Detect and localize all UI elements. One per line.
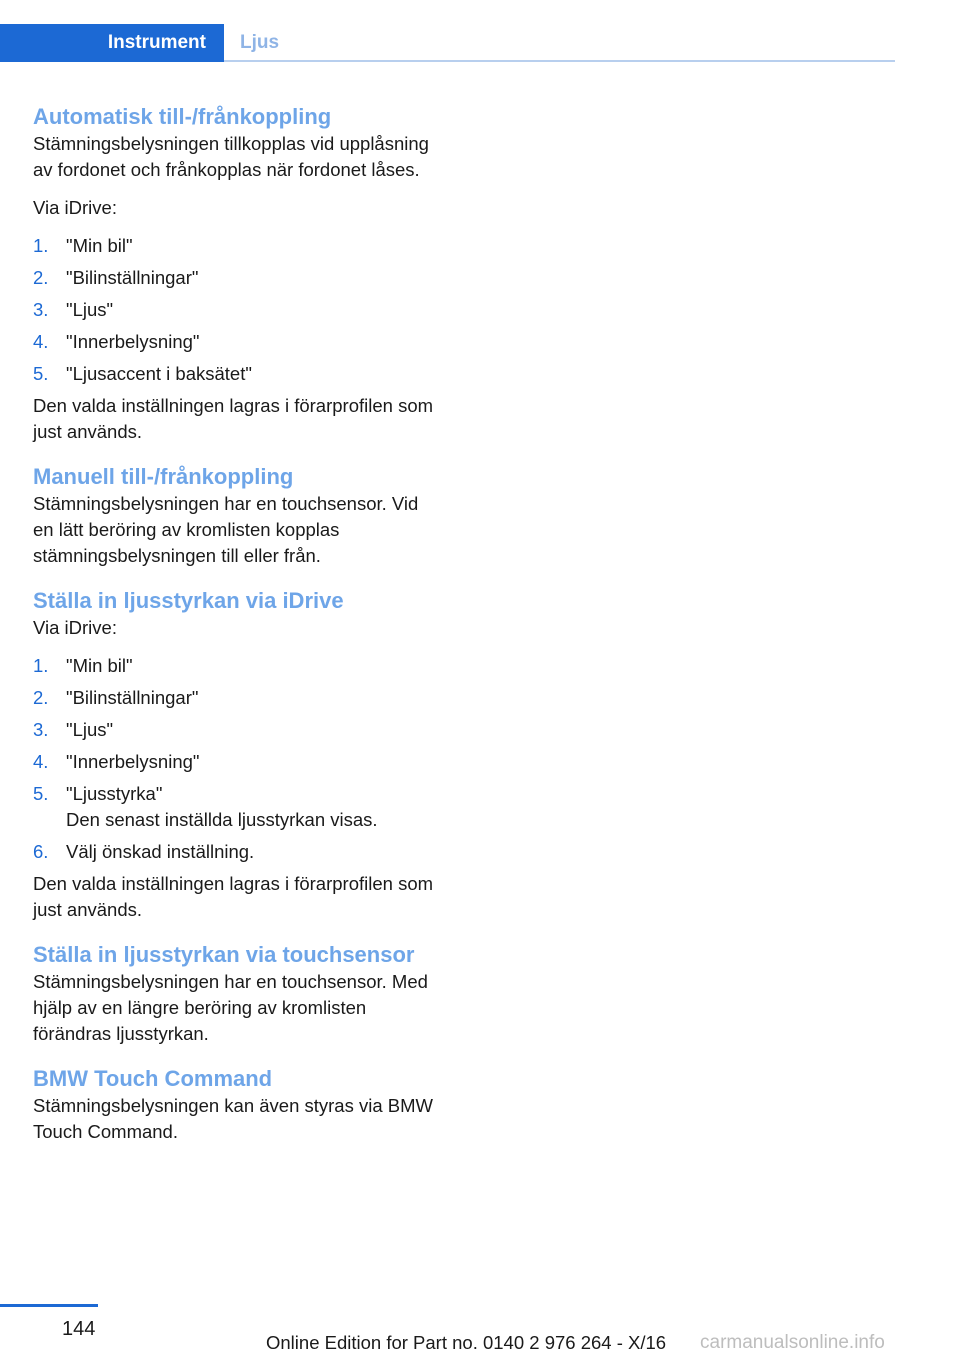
step-note: Den senast inställda ljusstyrkan visas.	[66, 809, 378, 830]
list-item: 3. "Ljus"	[33, 719, 114, 740]
list-item: 1. "Min bil"	[33, 235, 133, 256]
page-content	[33, 103, 443, 1145]
list-item: 6. Välj önskad inställning.	[33, 841, 255, 862]
list-item: 2. "Bilinställningar"	[33, 687, 199, 708]
page-number: 144	[62, 1318, 96, 1340]
list-item: 1. "Min bil"	[33, 655, 133, 676]
tab-instrument[interactable]	[0, 24, 224, 62]
tab-ljus-label: Ljus	[240, 32, 280, 53]
paragraph: Via iDrive:	[33, 197, 117, 218]
list-item: 2. "Bilinställningar"	[33, 267, 199, 288]
tab-instrument-label: Instrument	[107, 32, 206, 53]
section-heading-brightness-touch: Ställa in ljusstyrkan via touchsensor	[33, 942, 415, 967]
section-heading-automatic: Automatisk till-/frånkoppling	[33, 104, 332, 129]
tab-ljus[interactable]	[240, 24, 279, 62]
edition-note: Online Edition for Part no. 0140 2 976 264 - X/16	[266, 1332, 667, 1353]
paragraph: Stämningsbelysningen tillkopplas vid upplåsning av fordonet och frånkopplas när fordonet låses.	[33, 133, 429, 180]
step-list	[33, 233, 443, 387]
paragraph: Stämningsbelysningen kan även styras via BMW Touch Command.	[33, 1095, 433, 1142]
list-item: 4. "Innerbelysning"	[33, 751, 200, 772]
list-item: 5. "Ljusaccent i baksätet"	[33, 363, 252, 384]
paragraph: Den valda inställningen lagras i förarprofilen som just används.	[33, 395, 434, 442]
list-item: 3. "Ljus"	[33, 299, 114, 320]
header-tabs	[0, 24, 895, 62]
tab-divider-line	[224, 60, 895, 62]
footer-accent-bar	[0, 1304, 98, 1307]
paragraph: Stämningsbelysningen har en touchsensor. Med hjälp av en längre beröring av kromlisten förändras ljusstyrkan.	[33, 971, 428, 1044]
paragraph: Den valda inställningen lagras i förarprofilen som just används.	[33, 873, 434, 920]
list-item: 5. "Ljusstyrka" Den senast inställda ljusstyrkan visas.	[33, 781, 443, 833]
step-list	[33, 653, 443, 865]
paragraph: Via iDrive:	[33, 617, 117, 638]
section-heading-touch-command: BMW Touch Command	[33, 1066, 273, 1091]
paragraph: Stämningsbelysningen har en touchsensor. Vid en lätt beröring av kromlisten kopplas stämningsbelysningen till eller från.	[33, 493, 419, 566]
section-heading-brightness-idrive: Ställa in ljusstyrkan via iDrive	[33, 588, 344, 613]
watermark: carmanualsonline.info	[700, 1332, 885, 1353]
list-item: 4. "Innerbelysning"	[33, 331, 200, 352]
section-heading-manual: Manuell till-/frånkoppling	[33, 464, 294, 489]
